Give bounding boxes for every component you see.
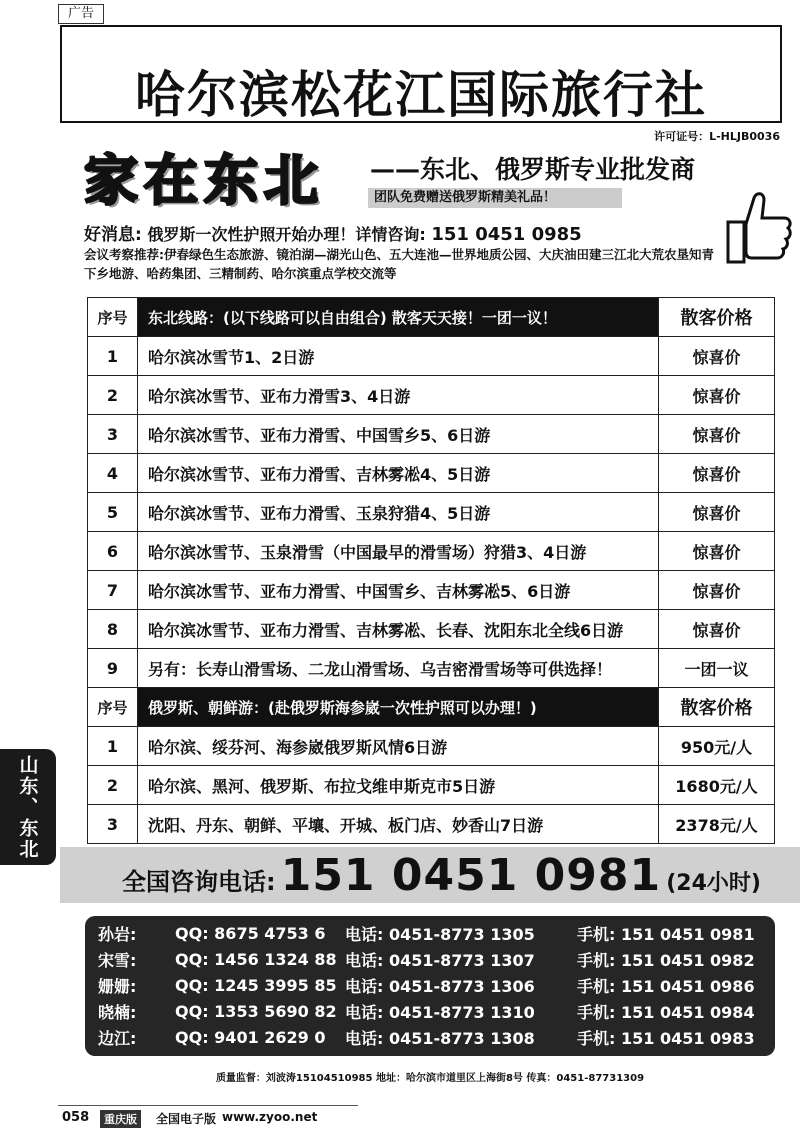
northeast-header-row bbox=[88, 298, 775, 337]
table-row bbox=[88, 571, 775, 610]
route-name: 哈尔滨冰雪节、玉泉滑雪（中国最早的滑雪场）狩猎3、4日游 bbox=[138, 532, 659, 571]
hotline-label: 全国咨询电话: bbox=[122, 868, 276, 896]
route-name: 哈尔滨冰雪节、亚布力滑雪、中国雪乡、吉林雾凇5、6日游 bbox=[138, 571, 659, 610]
route-price: 惊喜价 bbox=[659, 493, 775, 532]
northeast-header-route: 东北线路：(以下线路可以自由组合) 散客天天接！一团一议！ bbox=[138, 298, 659, 337]
route-price: 惊喜价 bbox=[659, 610, 775, 649]
contact-row bbox=[85, 998, 775, 1024]
route-no: 2 bbox=[88, 766, 138, 805]
route-no: 6 bbox=[88, 532, 138, 571]
route-price: 一团一议 bbox=[659, 649, 775, 688]
contact-row bbox=[85, 920, 775, 946]
slogan: ——东北、俄罗斯专业批发商 bbox=[370, 155, 696, 184]
page-title: 哈尔滨松花江国际旅行社 bbox=[135, 66, 707, 124]
table-row bbox=[88, 766, 775, 805]
route-name: 哈尔滨冰雪节、亚布力滑雪、玉泉狩猎4、5日游 bbox=[138, 493, 659, 532]
table-row bbox=[88, 454, 775, 493]
route-price: 1680元/人 bbox=[659, 766, 775, 805]
license-number: 许可证号：L-HLJB0036 bbox=[654, 130, 780, 143]
good-news-text: 俄罗斯一次性护照开始办理！详情咨询: bbox=[147, 225, 426, 244]
contact-row bbox=[85, 972, 775, 998]
footer-info: 质量监督：刘波涛15104510985 地址：哈尔滨市道里区上海街8号 传真：0451-87731309 bbox=[215, 1073, 645, 1084]
website-link[interactable]: www.zyoo.net bbox=[222, 1110, 318, 1124]
recommend-label: 会议考察推荐: bbox=[84, 247, 164, 262]
route-no: 4 bbox=[88, 454, 138, 493]
route-price: 惊喜价 bbox=[659, 337, 775, 376]
contact-name: 孙岩: bbox=[98, 924, 137, 944]
hotline-hours: (24小时) bbox=[666, 871, 761, 896]
good-news-label: 好消息: bbox=[84, 225, 142, 245]
russia-header-row bbox=[88, 688, 775, 727]
region-side-tab-label: 山东、东北 bbox=[16, 754, 39, 860]
route-no: 3 bbox=[88, 805, 138, 844]
contact-name: 边江: bbox=[98, 1028, 137, 1048]
route-no: 8 bbox=[88, 610, 138, 649]
recommend bbox=[84, 245, 724, 283]
table-row bbox=[88, 805, 775, 844]
contact-name: 晓楠: bbox=[98, 1002, 137, 1022]
page-divider bbox=[58, 1105, 358, 1106]
page-number: 058 bbox=[62, 1110, 90, 1125]
table-row bbox=[88, 337, 775, 376]
table-row bbox=[88, 532, 775, 571]
route-price: 2378元/人 bbox=[659, 805, 775, 844]
route-name: 哈尔滨、绥芬河、海参崴俄罗斯风情6日游 bbox=[138, 727, 659, 766]
contact-mobile: 手机: 151 0451 0984 bbox=[577, 1002, 755, 1022]
good-news bbox=[84, 220, 582, 245]
route-no: 7 bbox=[88, 571, 138, 610]
contact-mobile: 手机: 151 0451 0983 bbox=[577, 1028, 755, 1048]
routes-table bbox=[87, 297, 775, 844]
route-name: 哈尔滨冰雪节、亚布力滑雪、中国雪乡5、6日游 bbox=[138, 415, 659, 454]
home-logo: 家在东北 bbox=[84, 149, 324, 212]
contact-qq: QQ: 1245 3995 85 bbox=[175, 975, 337, 995]
route-price: 惊喜价 bbox=[659, 532, 775, 571]
route-no: 9 bbox=[88, 649, 138, 688]
contact-tel: 电话: 0451-8773 1308 bbox=[345, 1028, 535, 1048]
edition-badge: 重庆版 bbox=[100, 1110, 141, 1128]
table-row bbox=[88, 727, 775, 766]
table-row bbox=[88, 415, 775, 454]
table-row bbox=[88, 610, 775, 649]
region-side-tab bbox=[0, 749, 56, 865]
route-name: 另有：长寿山滑雪场、二龙山滑雪场、乌吉密滑雪场等可供选择！ bbox=[138, 649, 659, 688]
route-no: 3 bbox=[88, 415, 138, 454]
route-name: 哈尔滨冰雪节、亚布力滑雪、吉林雾凇4、5日游 bbox=[138, 454, 659, 493]
route-name: 哈尔滨、黑河、俄罗斯、布拉戈维申斯克市5日游 bbox=[138, 766, 659, 805]
table-row bbox=[88, 493, 775, 532]
contact-qq: QQ: 1353 5690 82 bbox=[175, 1001, 337, 1021]
hotline bbox=[122, 850, 761, 901]
russia-header-no: 序号 bbox=[88, 688, 138, 727]
northeast-header-no: 序号 bbox=[88, 298, 138, 337]
national-edition: 全国电子版 bbox=[156, 1112, 217, 1126]
table-row bbox=[88, 649, 775, 688]
good-news-phone: 151 0451 0985 bbox=[431, 224, 582, 245]
route-no: 2 bbox=[88, 376, 138, 415]
contact-qq: QQ: 8675 4753 6 bbox=[175, 923, 326, 943]
contact-tel: 电话: 0451-8773 1305 bbox=[345, 924, 535, 944]
contact-tel: 电话: 0451-8773 1310 bbox=[345, 1002, 535, 1022]
route-price: 惊喜价 bbox=[659, 376, 775, 415]
contact-row bbox=[85, 1024, 775, 1050]
contact-row bbox=[85, 946, 775, 972]
route-no: 5 bbox=[88, 493, 138, 532]
route-price: 惊喜价 bbox=[659, 571, 775, 610]
contact-mobile: 手机: 151 0451 0986 bbox=[577, 976, 755, 996]
route-name: 沈阳、丹东、朝鲜、平壤、开城、板门店、妙香山7日游 bbox=[138, 805, 659, 844]
contact-tel: 电话: 0451-8773 1306 bbox=[345, 976, 535, 996]
contact-mobile: 手机: 151 0451 0982 bbox=[577, 950, 755, 970]
title-box bbox=[60, 25, 782, 123]
northeast-header-price: 散客价格 bbox=[659, 298, 775, 337]
route-price: 惊喜价 bbox=[659, 454, 775, 493]
hotline-number: 151 0451 0981 bbox=[280, 850, 662, 901]
contact-tel: 电话: 0451-8773 1307 bbox=[345, 950, 535, 970]
route-no: 1 bbox=[88, 337, 138, 376]
gift-note: 团队免费赠送俄罗斯精美礼品！ bbox=[368, 188, 622, 208]
route-name: 哈尔滨冰雪节1、2日游 bbox=[138, 337, 659, 376]
route-name: 哈尔滨冰雪节、亚布力滑雪、吉林雾凇、长春、沈阳东北全线6日游 bbox=[138, 610, 659, 649]
russia-header-route: 俄罗斯、朝鲜游：(赴俄罗斯海参崴一次性护照可以办理！) bbox=[138, 688, 659, 727]
ad-label: 广告 bbox=[58, 4, 104, 24]
route-price: 950元/人 bbox=[659, 727, 775, 766]
contact-name: 姗姗: bbox=[98, 976, 137, 996]
contact-mobile: 手机: 151 0451 0981 bbox=[577, 924, 755, 944]
contact-qq: QQ: 9401 2629 0 bbox=[175, 1027, 326, 1047]
route-name: 哈尔滨冰雪节、亚布力滑雪3、4日游 bbox=[138, 376, 659, 415]
contact-name: 宋雪: bbox=[98, 950, 137, 970]
russia-header-price: 散客价格 bbox=[659, 688, 775, 727]
table-row bbox=[88, 376, 775, 415]
contact-box bbox=[85, 916, 775, 1056]
thumbs-up-icon bbox=[724, 188, 794, 270]
route-price: 惊喜价 bbox=[659, 415, 775, 454]
route-no: 1 bbox=[88, 727, 138, 766]
recommend-text: 伊春绿色生态旅游、镜泊湖—湖光山色、五大连池—世界地质公园、大庆油田建三江北大荒农垦知青下乡地游、哈药集团、三精制药、哈尔滨重点学校交流等 bbox=[84, 247, 715, 281]
contact-qq: QQ: 1456 1324 88 bbox=[175, 949, 337, 969]
